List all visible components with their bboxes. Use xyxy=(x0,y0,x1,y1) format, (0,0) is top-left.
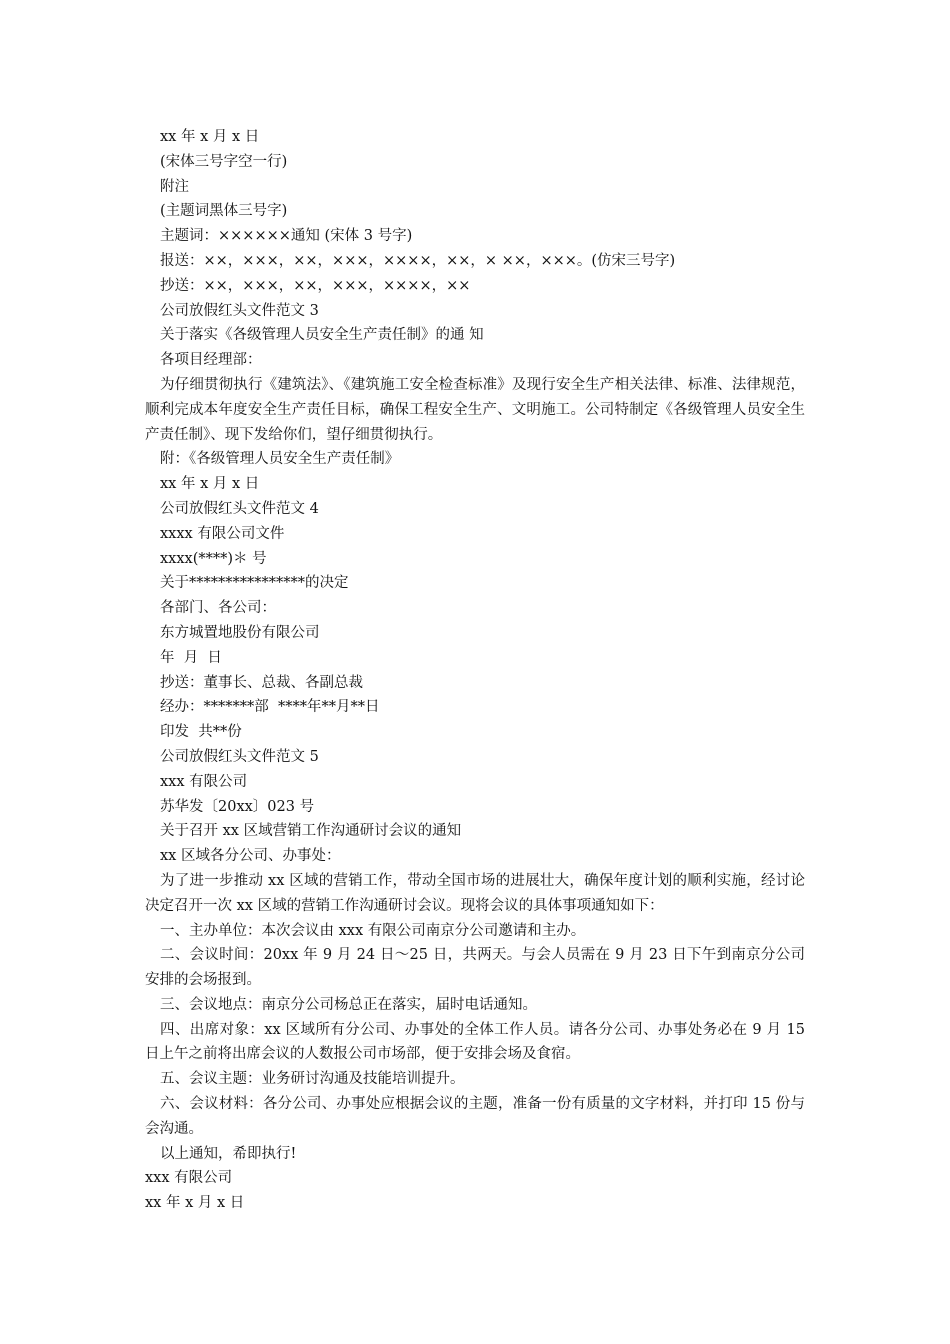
document-line: 苏华发〔20xx〕023 号 xyxy=(160,798,315,815)
document-line: 关于召开 xx 区域营销工作沟通研讨会议的通知 xyxy=(160,823,462,840)
document-line: 四、出席对象：xx 区域所有分公司、办事处的全体工作人员。请各分公司、办事处务必在 9 月 15 日上午之前将出席会议的人数报公司市场部，便于安排会场及食宿。 xyxy=(145,1021,810,1063)
document-body xyxy=(145,125,810,1216)
document-line: 公司放假红头文件范文 5 xyxy=(160,748,319,765)
document-line: (宋体三号字空一行) xyxy=(160,153,288,170)
document-line: 印发 共**份 xyxy=(160,724,242,741)
document-line: 三、会议地点：南京分公司杨总正在落实，届时电话通知。 xyxy=(160,996,537,1013)
document-line: 附注 xyxy=(160,178,189,195)
document-line: xxx 有限公司 xyxy=(145,1170,233,1187)
document-line: xx 年 x 月 x 日 xyxy=(160,129,260,145)
document-line: 各部门、各公司： xyxy=(160,600,276,617)
document-line: 公司放假红头文件范文 3 xyxy=(160,302,319,319)
document-line: xxx 有限公司 xyxy=(160,773,248,790)
document-line: xx 年 x 月 x 日 xyxy=(145,1195,245,1212)
document-line: 抄送：董事长、总裁、各副总裁 xyxy=(160,674,363,691)
document-line: xx 区域各分公司、办事处： xyxy=(160,848,341,865)
document-line: 主题词：××××××通知 (宋体 3 号字) xyxy=(160,228,413,245)
document-line: 报送：××，×××，××，×××，××××，××，× ××，×××。(仿宋三号字) xyxy=(160,252,676,269)
document-line: 六、会议材料：各分公司、办事处应根据会议的主题，准备一份有质量的文字材料，并打印 15 份与会沟通。 xyxy=(145,1096,805,1137)
document-line: xxxx(****)＊ 号 xyxy=(160,550,267,567)
document-line: 东方城置地股份有限公司 xyxy=(160,624,320,641)
document-line: (主题词黑体三号字) xyxy=(160,203,288,220)
document-line: 关于****************的决定 xyxy=(160,575,349,592)
document-line: xx 年 x 月 x 日 xyxy=(160,476,260,493)
document-line: 为仔细贯彻执行《建筑法》、《建筑施工安全检查标准》及现行安全生产相关法律、标准、法律规范，顺利完成本年度安全生产责任目标，确保工程安全生产、文明施工。公司特制定《各级管理人员安全生产责任制》、现下发给你们，望仔细贯彻执行。 xyxy=(145,376,805,443)
document-line: 一、主办单位：本次会议由 xxx 有限公司南京分公司邀请和主办。 xyxy=(160,922,586,939)
document-line: xxxx 有限公司文件 xyxy=(160,525,285,542)
document-line: 公司放假红头文件范文 4 xyxy=(160,500,319,517)
document-line: 抄送：××，×××，××，×××，××××，×× xyxy=(160,277,471,294)
document-line: 五、会议主题：业务研讨沟通及技能培训提升。 xyxy=(160,1071,465,1088)
document-line: 附：《各级管理人员安全生产责任制》 xyxy=(160,451,400,468)
document-line: 经办：*******部 ****年**月**日 xyxy=(160,699,380,716)
document-line: 年 月 日 xyxy=(160,649,222,666)
document-line: 关于落实《各级管理人员安全生产责任制》的通 知 xyxy=(160,327,484,344)
document-line: 各项目经理部： xyxy=(160,352,262,369)
document-line: 二、会议时间：20xx 年 9 月 24 日～25 日，共两天。与会人员需在 9 月 23 日下午到南京分公司安排的会场报到。 xyxy=(145,947,805,989)
document-line: 以上通知，希即执行! xyxy=(160,1145,297,1162)
document-line: 为了进一步推动 xx 区域的营销工作，带动全国市场的进展壮大，确保年度计划的顺利实施，经讨论决定召开一次 xx 区域的营销工作沟通研讨会议。现将会议的具体事项通知如下： xyxy=(145,872,805,914)
